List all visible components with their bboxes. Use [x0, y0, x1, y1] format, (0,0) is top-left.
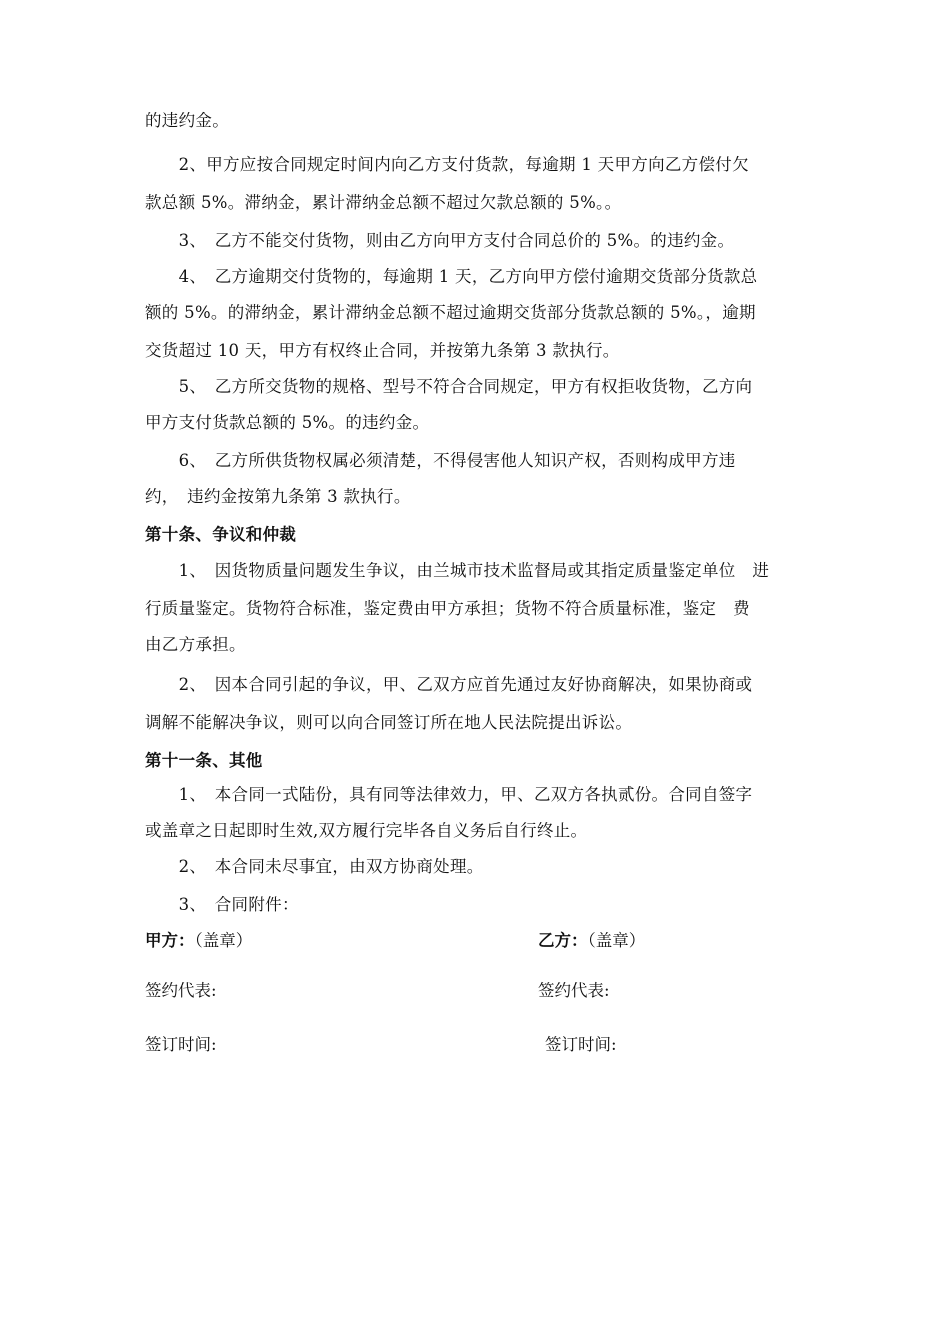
text-line: 约， 违约金按第九条第 3 款执行。 [145, 487, 411, 506]
text-line: 2、 因本合同引起的争议，甲、乙双方应首先通过友好协商解决，如果协商或 [145, 675, 753, 694]
text-line: 3、 乙方不能交付货物，则由乙方向甲方支付合同总价的 5%。的违约金。 [145, 231, 735, 250]
party-a-line [145, 931, 252, 951]
text-line: 或盖章之日起即时生效,双方履行完毕各自义务后自行终止。 [145, 821, 588, 840]
text-line: 行质量鉴定。货物符合标准，鉴定费由甲方承担；货物不符合质量标准，鉴定 费 [145, 599, 750, 618]
text-line: 的违约金。 [145, 111, 229, 130]
text-line: 款总额 5%。滞纳金，累计滞纳金总额不超过欠款总额的 5%。。 [145, 193, 622, 212]
section-heading: 第十条、争议和仲裁 [145, 525, 297, 544]
text-line: 额的 5%。的滞纳金，累计滞纳金总额不超过逾期交货部分货款总额的 5%。，逾期 [145, 303, 756, 322]
party-b-seal: （盖章） [587, 931, 646, 950]
party-a-seal: （盖章） [194, 931, 253, 950]
party-a-sign-date: 签订时间: [145, 1035, 217, 1054]
text-line: 调解不能解决争议，则可以向合同签订所在地人民法院提出诉讼。 [145, 713, 633, 732]
text-line: 交货超过 10 天，甲方有权终止合同，并按第九条第 3 款执行。 [145, 341, 620, 360]
text-line: 2、 本合同未尽事宜，由双方协商处理。 [145, 857, 484, 876]
party-b-label: 乙方： [538, 931, 588, 950]
section-heading: 第十一条、其他 [145, 751, 263, 770]
party-b-representative: 签约代表: [538, 981, 610, 1000]
text-line: 甲方支付货款总额的 5%。的违约金。 [145, 413, 430, 432]
party-a-label: 甲方： [145, 931, 195, 950]
text-line: 1、 本合同一式陆份，具有同等法律效力，甲、乙双方各执贰份。合同自签字 [145, 785, 753, 804]
text-line: 1、 因货物质量问题发生争议，由兰城市技术监督局或其指定质量鉴定单位 进 [145, 561, 770, 580]
party-b-sign-date: 签订时间: [545, 1035, 617, 1054]
party-a-representative: 签约代表: [145, 981, 217, 1000]
text-line: 6、 乙方所供货物权属必须清楚，不得侵害他人知识产权，否则构成甲方违 [145, 451, 736, 470]
text-line: 5、 乙方所交货物的规格、型号不符合合同规定，甲方有权拒收货物，乙方向 [145, 377, 753, 396]
text-line: 由乙方承担。 [145, 635, 246, 654]
text-line: 4、 乙方逾期交付货物的，每逾期 1 天，乙方向甲方偿付逾期交货部分货款总 [145, 267, 758, 286]
text-line: 2、甲方应按合同规定时间内向乙方支付货款，每逾期 1 天甲方向乙方偿付欠 [145, 155, 749, 174]
party-b-line [538, 931, 645, 951]
text-line: 3、 合同附件： [145, 895, 299, 914]
